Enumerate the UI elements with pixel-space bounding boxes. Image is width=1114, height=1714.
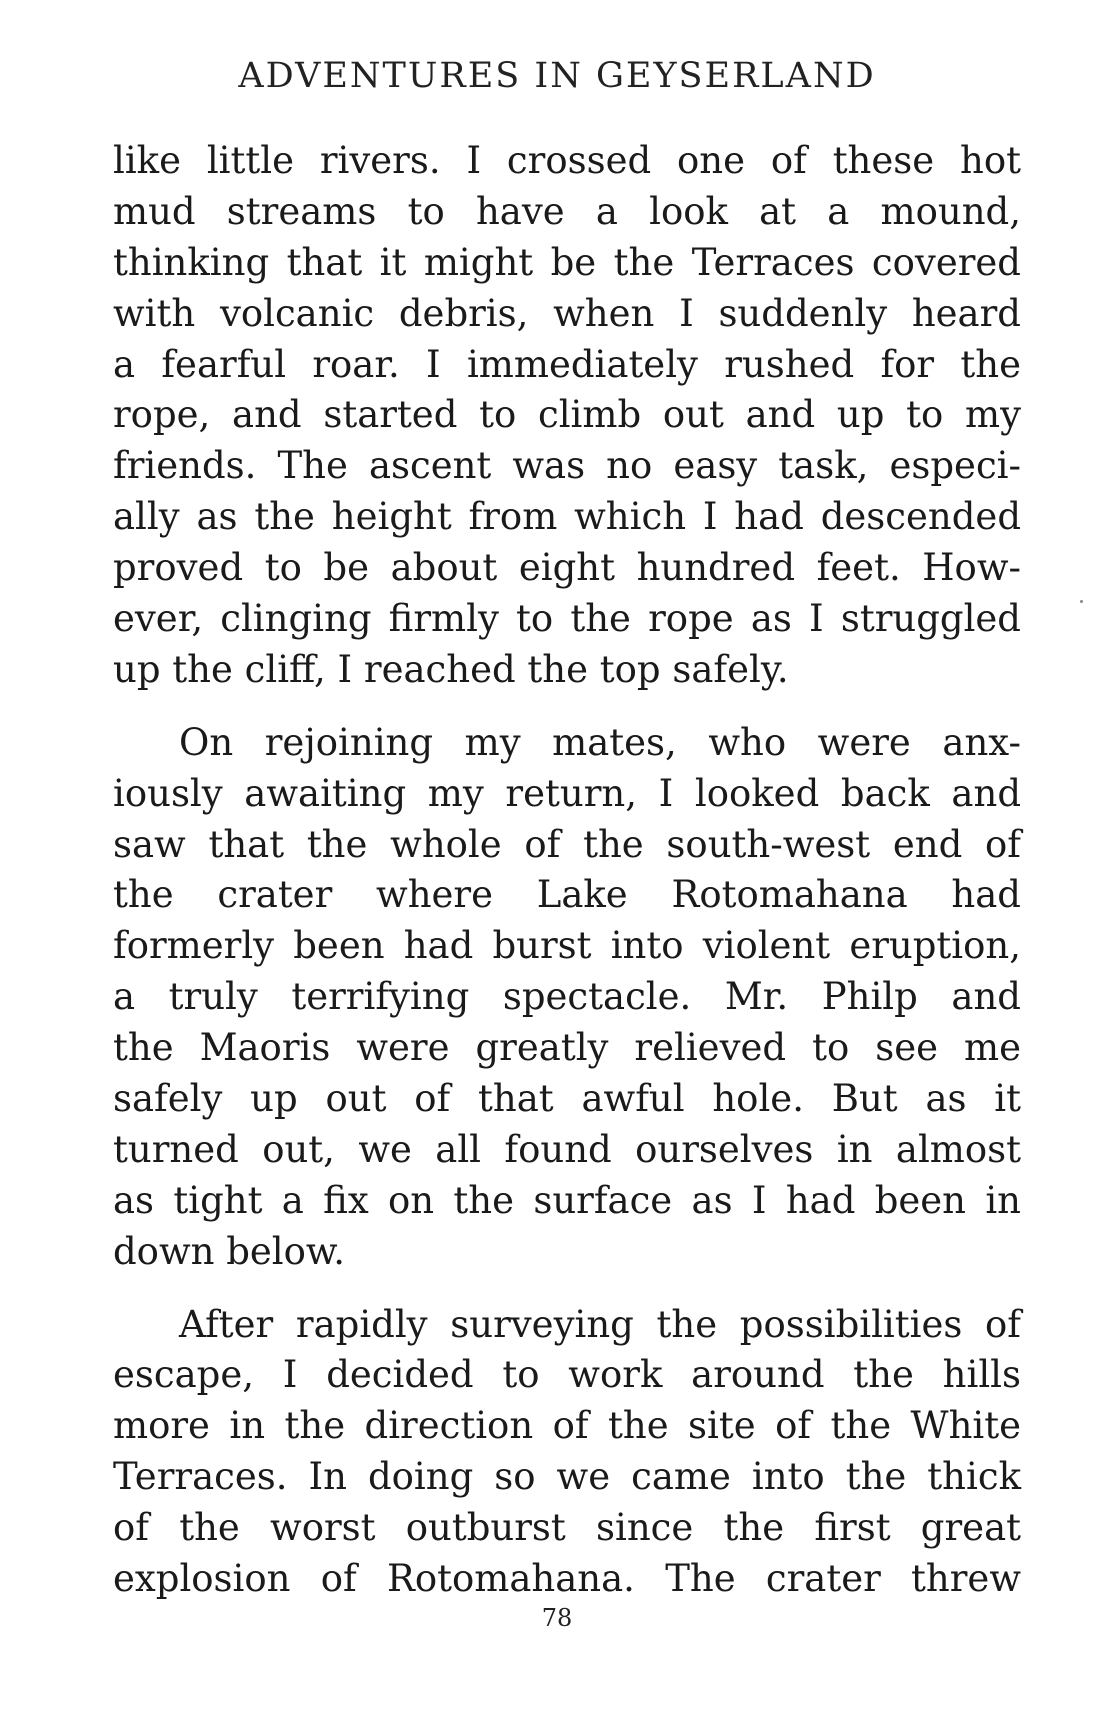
- paragraph-3: [113, 1300, 1021, 1605]
- text-line: a truly terrifying spectacle. Mr. Philp and: [113, 975, 1021, 1019]
- running-head: ADVENTURES IN GEYSERLAND: [238, 56, 876, 96]
- text-line: saw that the whole of the south-west end of: [113, 822, 1021, 866]
- text-line: turned out, we all found ourselves in almost: [113, 1127, 1021, 1171]
- page-number: 78: [541, 1604, 573, 1632]
- text-line: explosion of Rotomahana. The crater threw: [113, 1557, 1021, 1601]
- text-line: a fearful roar. I immediately rushed for the: [113, 342, 1021, 386]
- text-line: formerly been had burst into violent eruption,: [113, 924, 1021, 968]
- paragraph-2: [113, 718, 1021, 1278]
- text-line: with volcanic debris, when I suddenly heard: [113, 291, 1021, 335]
- text-line: thinking that it might be the Terraces covered: [113, 240, 1021, 284]
- paragraph-gap: [113, 1278, 1021, 1300]
- text-line: like little rivers. I crossed one of these hot: [113, 139, 1021, 182]
- text-line: of the worst outburst since the first great: [113, 1506, 1021, 1550]
- margin-speck: [1080, 600, 1083, 603]
- body-text: [113, 136, 1021, 1605]
- text-line: Terraces. In doing so we came into the thick: [113, 1455, 1021, 1499]
- text-line: mud streams to have a look at a mound,: [113, 189, 1021, 233]
- text-line: proved to be about eight hundred feet. How-: [113, 546, 1021, 590]
- text-line: rope, and started to climb out and up to my: [113, 393, 1021, 437]
- text-line: After rapidly surveying the possibilities of: [179, 1302, 1021, 1346]
- text-line: the Maoris were greatly relieved to see me: [113, 1026, 1021, 1070]
- text-line: safely up out of that awful hole. But as it: [113, 1077, 1021, 1121]
- text-line: the crater where Lake Rotomahana had: [113, 873, 1021, 917]
- paragraph-gap: [113, 696, 1021, 718]
- text-line: ally as the height from which I had descended: [113, 495, 1021, 539]
- text-line: iously awaiting my return, I looked back and: [113, 771, 1021, 815]
- text-line: more in the direction of the site of the White: [113, 1404, 1021, 1448]
- text-line: escape, I decided to work around the hills: [113, 1353, 1021, 1397]
- text-line: ever, clinging firmly to the rope as I struggled: [113, 597, 1021, 641]
- text-line: as tight a fix on the surface as I had been in: [113, 1178, 1021, 1222]
- text-line: On rejoining my mates, who were anx-: [179, 720, 1021, 764]
- text-line: friends. The ascent was no easy task, especi-: [113, 444, 1021, 488]
- paragraph-1: [113, 136, 1021, 696]
- text-line: down below.: [113, 1229, 345, 1273]
- text-line: up the cliff, I reached the top safely.: [113, 647, 789, 691]
